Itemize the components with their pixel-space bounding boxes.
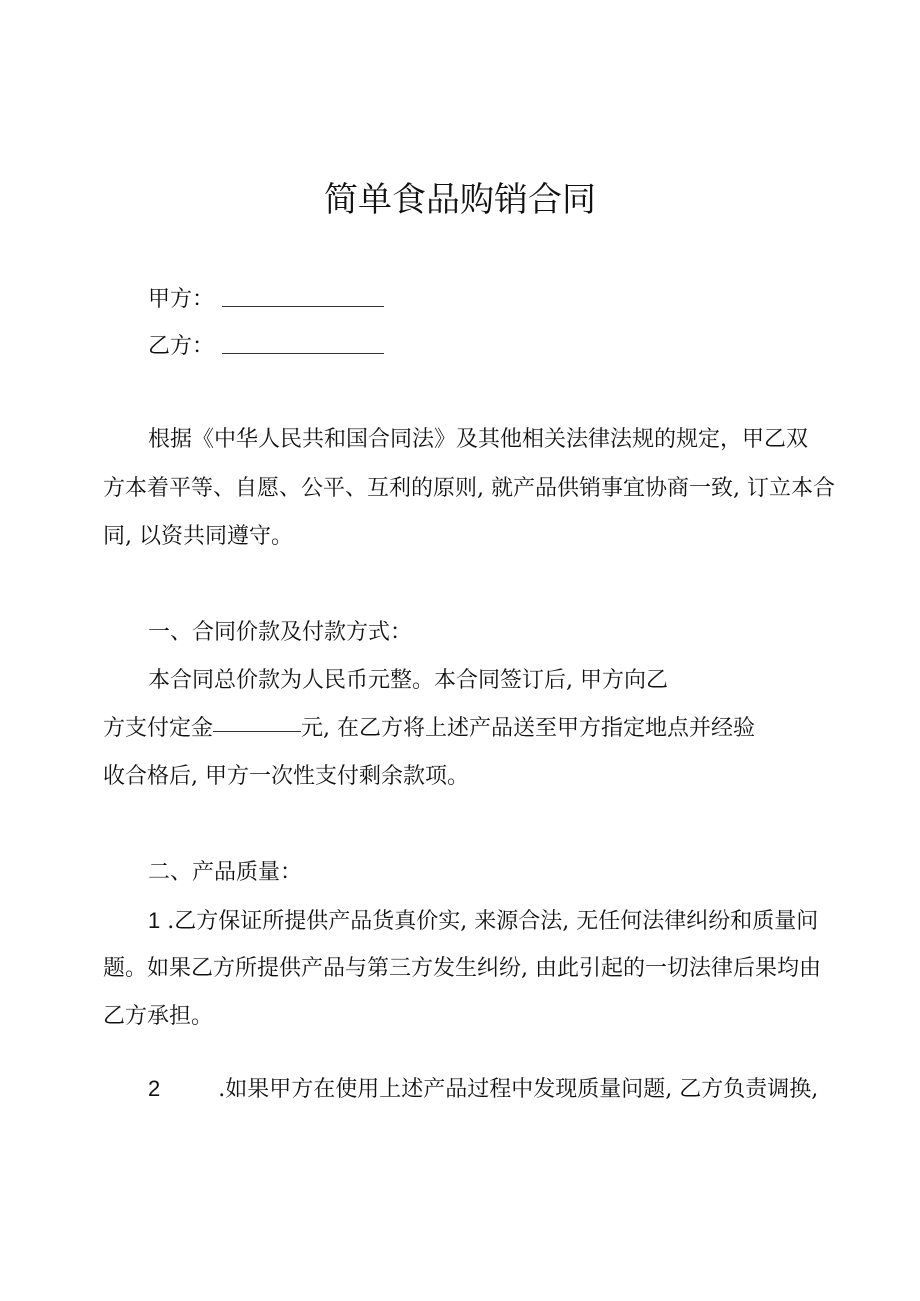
section-1-line-3: 收合格后, 甲方一次性支付剩余款项。 [103,764,469,789]
section-2-item-2-line-1 [148,1073,818,1106]
party-b-label: 乙方： [148,334,215,359]
section-2-item-1-line-2: 题。如果乙方所提供产品与第三方发生纠纷, 由此引起的一切法律后果均由 [103,956,821,981]
party-a-row [148,284,384,316]
section-2-item-1-line-1 [148,905,818,938]
deposit-label: 方支付定金 [103,716,214,741]
deposit-line-continuation: 元, 在乙方将上述产品送至甲方指定地点并经验 [301,716,756,741]
item-2-number: 2 [148,1076,161,1101]
section-2-item-1-line-3: 乙方承担。 [103,1004,214,1029]
intro-line-1: 根据《中华人民共和国合同法》及其他相关法律法规的规定，甲乙双 [148,427,809,452]
party-b-blank-line [222,336,384,354]
party-b-row [148,331,384,363]
party-a-label: 甲方： [148,287,215,312]
section-2-heading: 二、产品质量： [148,860,303,885]
item-1-text: .乙方保证所提供产品货真价实, 来源合法, 无任何法律纠纷和质量问 [167,909,819,934]
intro-line-2: 方本着平等、自愿、公平、互利的原则, 就产品供销事宜协商一致, 订立本合 [103,476,835,501]
section-1-heading: 一、合同价款及付款方式： [148,620,413,645]
intro-line-3: 同, 以资共同遵守。 [103,524,293,549]
party-a-blank-line [222,289,384,307]
deposit-blank-line [213,713,301,732]
document-title: 简单食品购销合同 [324,180,596,220]
section-1-line-1: 本合同总价款为人民币元整。本合同签订后, 甲方向乙 [148,668,668,693]
section-1-line-2 [103,713,755,745]
item-2-text: .如果甲方在使用上述产品过程中发现质量问题, 乙方负责调换, [218,1077,819,1102]
item-1-number: 1 [148,908,161,933]
